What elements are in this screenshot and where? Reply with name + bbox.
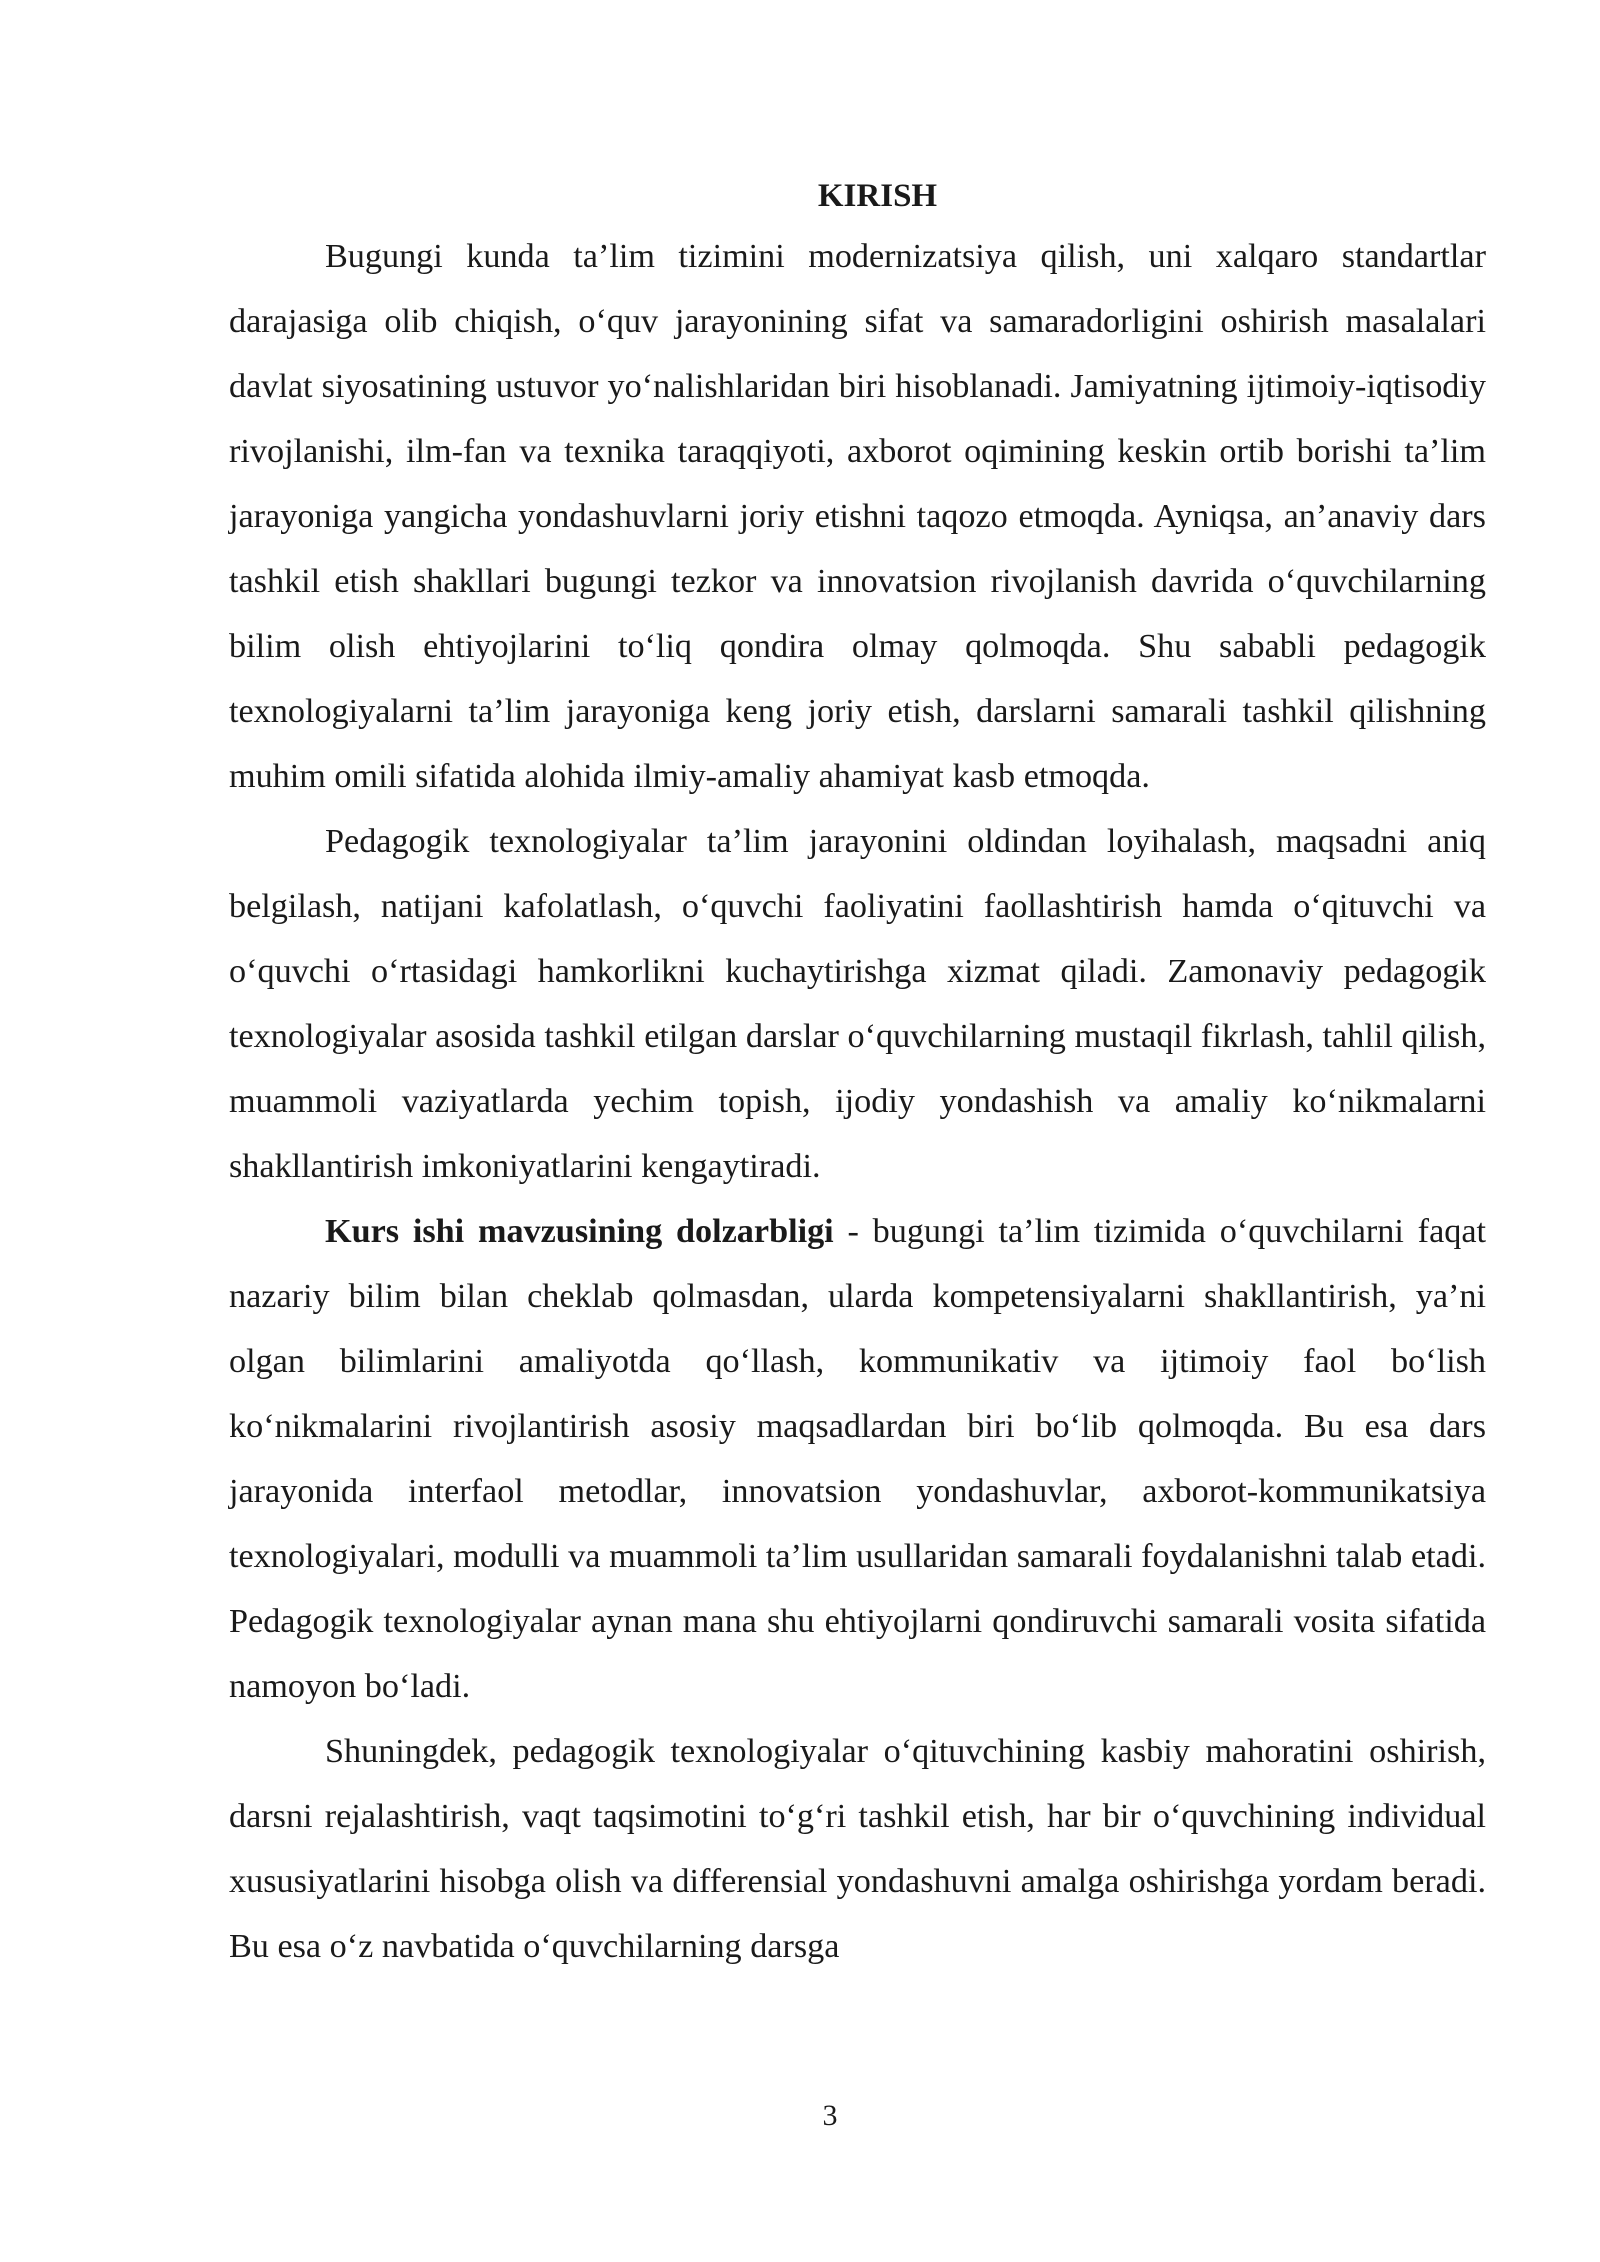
paragraph-4: Shuningdek, pedagogik texnologiyalar o‘qituvchining kasbiy mahoratini oshirish, darsni rejalashtirish, vaqt taqsimotini to‘g‘ri tashkil etish, har bir o‘quvchining individual xususiyatlarini hisobga olish va differensial yondashuvni amalga oshirishga yordam beradi. Bu esa o‘z navbatida o‘quvchilarning darsga	[229, 1733, 1486, 1965]
page-number: 3	[822, 2099, 838, 2132]
paragraph-2: Pedagogik texnologiyalar ta’lim jarayonini oldindan loyihalash, maqsadni aniq belgilash, natijani kafolatlash, o‘quvchi faoliyatini faollashtirish hamda o‘qituvchi va o‘quvchi o‘rtasidagi hamkorlikni kuchaytirishga xizmat qiladi. Zamonaviy pedagogik texnologiyalar asosida tashkil etilgan darslar o‘quvchilarning mustaqil fikrlash, tahlil qilish, muammoli vaziyatlarda yechim topish, ijodiy yondashish va amaliy ko‘nikmalarni shakllantirish imkoniyatlarini kengaytiradi.	[229, 823, 1486, 1185]
paragraph-3-text: - bugungi ta’lim tizimida o‘quvchilarni faqat nazariy bilim bilan cheklab qolmasdan, ularda kompetensiyalarni shakllantirish, ya’ni olgan bilimlarini amaliyotda qo‘llash, kommunikativ va ijtimoiy faol bo‘lish ko‘nikmalarini rivojlantirish asosiy maqsadlardan biri bo‘lib qolmoqda. Bu esa dars jarayonida interfaol metodlar, innovatsion yondashuvlar, axborot-kommunikatsiya texnologiyalari, modulli va muammoli ta’lim usullaridan samarali foydalanishni talab etadi. Pedagogik texnologiyalar aynan mana shu ehtiyojlarni qondiruvchi samarali vosita sifatida namoyon bo‘ladi.	[229, 1213, 1487, 1705]
paragraph-3	[229, 1199, 1486, 1719]
paragraph-3-bold-lead: Kurs ishi mavzusining dolzarbligi	[325, 1213, 834, 1250]
paragraph-1: Bugungi kunda ta’lim tizimini modernizatsiya qilish, uni xalqaro standartlar darajasiga olib chiqish, o‘quv jarayonining sifat va samaradorligini oshirish masalalari davlat siyosatining ustuvor yo‘nalishlaridan biri hisoblanadi. Jamiyatning ijtimoiy-iqtisodiy rivojlanishi, ilm-fan va texnika taraqqiyoti, axborot oqimining keskin ortib borishi ta’lim jarayoniga yangicha yondashuvlarni joriy etishni taqozo etmoqda. Ayniqsa, an’anaviy dars tashkil etish shakllari bugungi tezkor va innovatsion rivojlanish davrida o‘quvchilarning bilim olish ehtiyojlarini to‘liq qondira olmay qolmoqda. Shu sababli pedagogik texnologiyalarni ta’lim jarayoniga keng joriy etish, darslarni samarali tashkil qilishning muhim omili sifatida alohida ilmiy-amaliy ahamiyat kasb etmoqda.	[229, 238, 1486, 795]
page-title: KIRISH	[817, 178, 938, 214]
page-content	[229, 168, 1486, 1979]
